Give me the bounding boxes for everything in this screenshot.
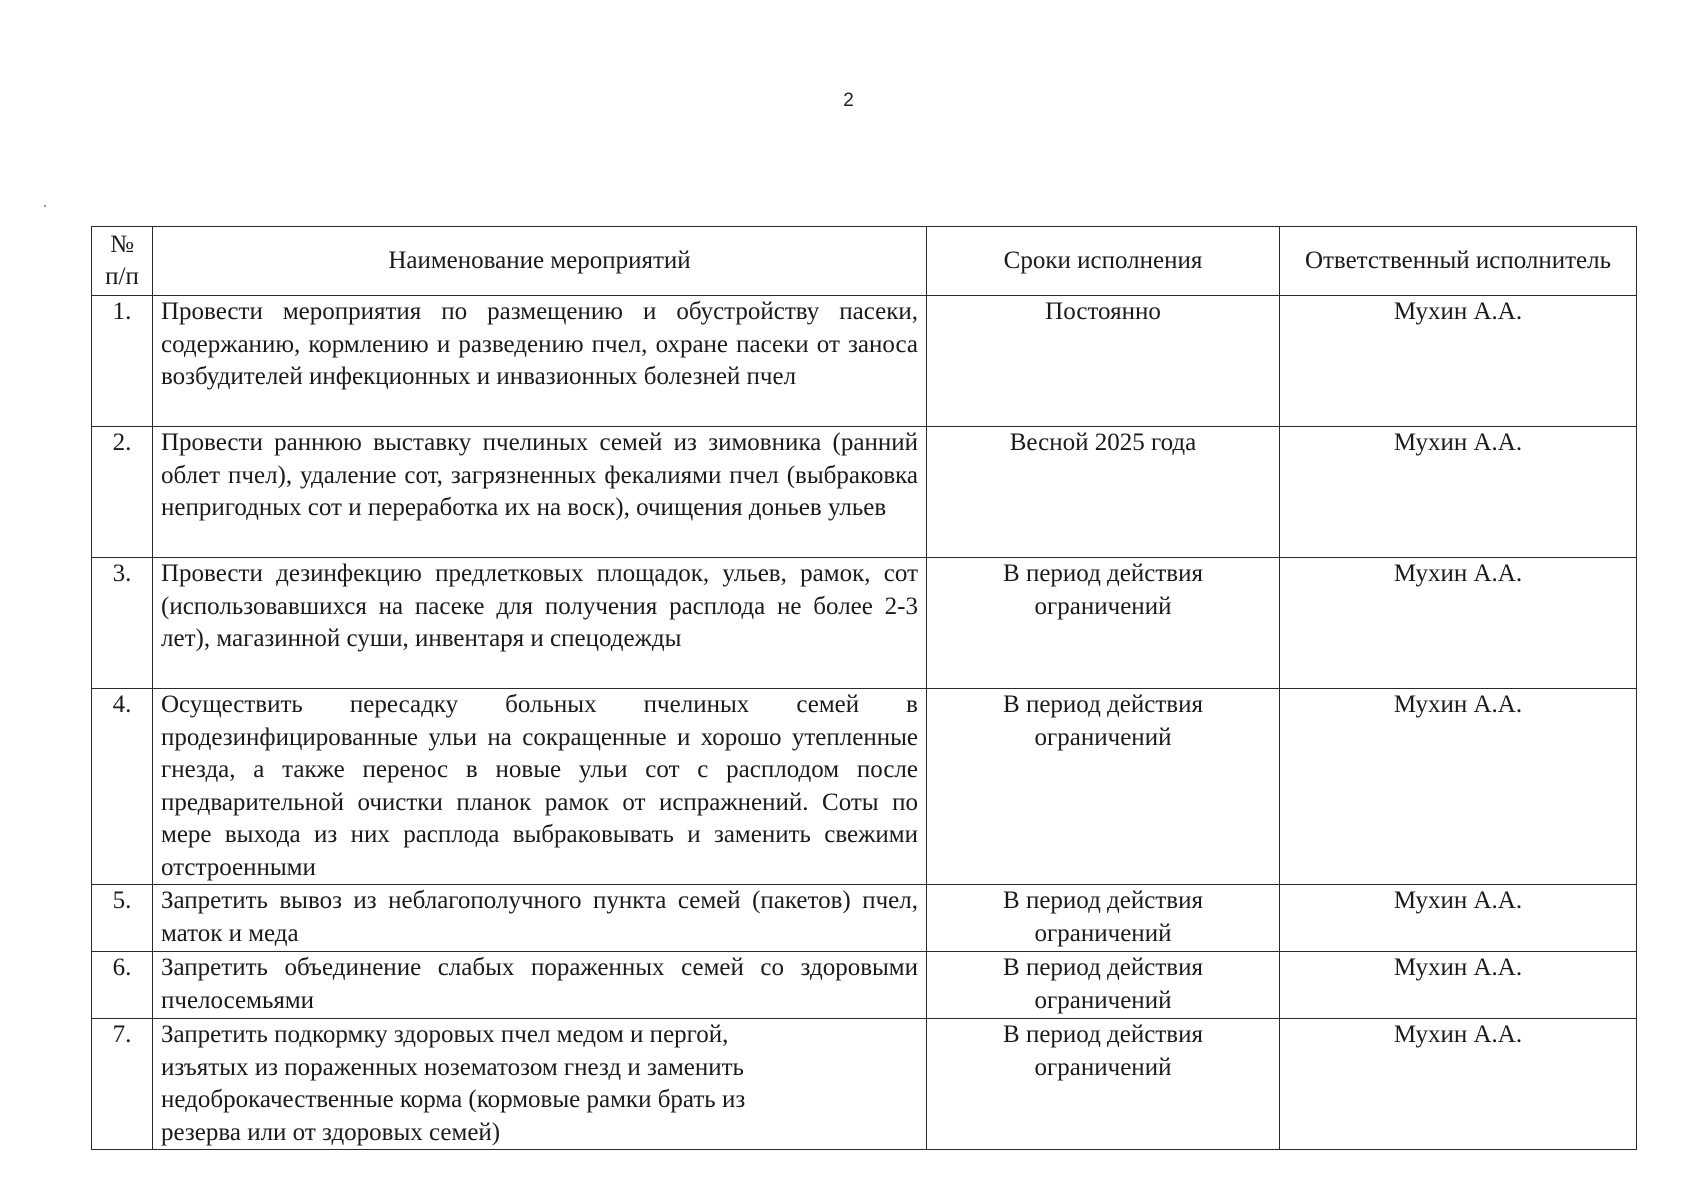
- measure-responsible: Мухин А.А.: [1280, 558, 1637, 689]
- measures-table: [91, 226, 1637, 1150]
- measure-responsible: Мухин А.А.: [1280, 885, 1637, 952]
- table-row: [92, 885, 1637, 952]
- scan-speck: [44, 205, 46, 207]
- measure-name: Запретить объединение слабых пораженных семей со здоровыми пчелосемьями: [153, 952, 927, 1019]
- measure-term: Постоянно: [927, 296, 1280, 427]
- measure-name-line: Запретить подкормку здоровых пчел медом и пергой,: [161, 1021, 729, 1048]
- measure-name-line: изъятых из пораженных нозематозом гнезд и заменить: [161, 1053, 744, 1081]
- measure-name: Провести дезинфекцию предлетковых площадок, ульев, рамок, сот (использовавшихся на пасеке для получения расплода не более 2-3 лет), магазинной суши, инвентаря и спецодежды: [153, 558, 927, 689]
- measure-name-line: резерва или от здоровых семей): [161, 1118, 501, 1146]
- header-name: Наименование мероприятий: [153, 227, 927, 296]
- table-header-row: [92, 227, 1637, 296]
- measure-term: В период действия ограничений: [927, 689, 1280, 885]
- measure-responsible: Мухин А.А.: [1280, 952, 1637, 1019]
- measure-responsible: Мухин А.А.: [1280, 427, 1637, 558]
- row-number: 6.: [92, 952, 153, 1019]
- measure-name: Осуществить пересадку больных пчелиных семей в продезинфицированные ульи на сокращенные и хорошо утепленные гнезда, а также перенос в новые ульи сот с расплодом после предварительной очистки планок рамок от испражнений. Соты по мере выхода из них расплода выбраковывать и заменить свежими отстроенными: [153, 689, 927, 885]
- row-number: 2.: [92, 427, 153, 558]
- table-row: [92, 689, 1637, 885]
- table-row: [92, 558, 1637, 689]
- header-term: Сроки исполнения: [927, 227, 1280, 296]
- table-row: [92, 296, 1637, 427]
- measure-name: Запретить вывоз из неблагополучного пункта семей (пакетов) пчел, маток и меда: [153, 885, 927, 952]
- table-row: [92, 1019, 1637, 1150]
- row-number: 7.: [92, 1019, 153, 1150]
- measure-term: Весной 2025 года: [927, 427, 1280, 558]
- row-number: 5.: [92, 885, 153, 952]
- measure-term: В период действия ограничений: [927, 952, 1280, 1019]
- measure-responsible: Мухин А.А.: [1280, 689, 1637, 885]
- measure-term: В период действия ограничений: [927, 885, 1280, 952]
- table-row: [92, 952, 1637, 1019]
- header-num: [92, 227, 153, 296]
- measure-term: В период действия ограничений: [927, 1019, 1280, 1150]
- table-row: [92, 427, 1637, 558]
- measure-name: Провести раннюю выставку пчелиных семей из зимовника (ранний облет пчел), удаление сот, загрязненных фекалиями пчел (выбраковка непригодных сот и переработка их на воск), очищения доньев ульев: [153, 427, 927, 558]
- measure-responsible: Мухин А.А.: [1280, 296, 1637, 427]
- header-responsible: Ответственный исполнитель: [1280, 227, 1637, 296]
- row-number: 4.: [92, 689, 153, 885]
- row-number: 1.: [92, 296, 153, 427]
- measure-name: [153, 1019, 927, 1150]
- measure-name-line: недоброкачественные корма (кормовые рамки брать из: [161, 1086, 746, 1113]
- measure-name: Провести мероприятия по размещению и обустройству пасеки, содержанию, кормлению и разведению пчел, охране пасеки от заноса возбудителей инфекционных и инвазионных болезней пчел: [153, 296, 927, 427]
- page-number: 2: [843, 90, 854, 111]
- header-num-label: № п/п: [105, 230, 139, 290]
- row-number: 3.: [92, 558, 153, 689]
- measure-term: В период действия ограничений: [927, 558, 1280, 689]
- measure-responsible: Мухин А.А.: [1280, 1019, 1637, 1150]
